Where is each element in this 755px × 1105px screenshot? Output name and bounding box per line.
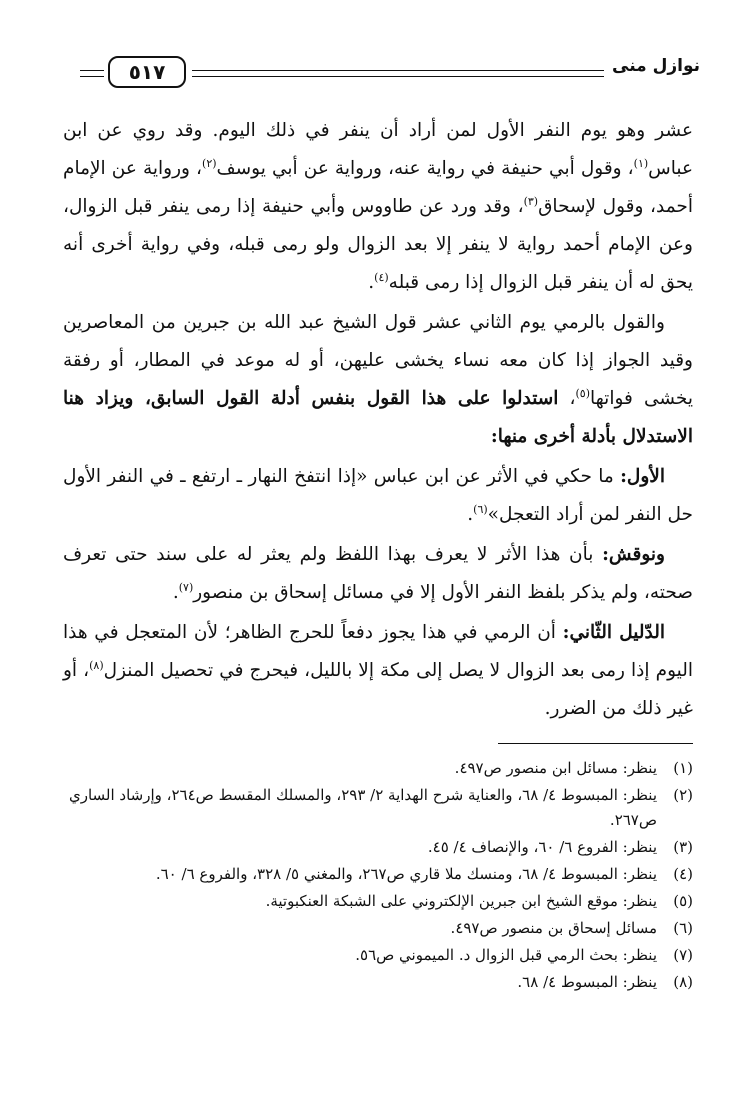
footnotes <box>63 756 693 997</box>
footnote-number: (٧) <box>673 946 693 964</box>
footnote-ref[interactable]: (٤) <box>374 270 389 284</box>
footnote-separator <box>498 743 693 744</box>
footnote-text: ينظر: موقع الشيخ ابن جبرين الإلكتروني على الشبكة العنكبوتية. <box>265 892 657 910</box>
paragraph: ونوقش: بأن هذا الأثر لا يعرف بهذا اللفظ ولم يعثر له على سند حتى تعرف صحته، ولم يذكر بلفظ النفر الأول إلا في مسائل إسحاق بن منصور$^{(٧)}$. <box>63 544 693 603</box>
footnote-text: ينظر: المبسوط ٤/ ٦٨، ومنسك ملا قاري ص٢٦٧، والمغني ٥/ ٣٢٨، والفروع ٦/ ٦٠. <box>155 865 657 883</box>
footnote-ref[interactable]: (٣) <box>523 194 539 208</box>
paragraph: والقول بالرمي يوم الثاني عشر قول الشيخ عبد الله بن جبرين من المعاصرين وقيد الجواز إذا كان معه نساء يخشى عليهن، أو له موعد في المطار، أو رفقة يخشى فواتها$^{(٥)}$، استدلوا على هذا القول بنفس أدلة القول السابق، ويزاد هنا الاستدلال بأدلة أخرى منها: <box>63 312 693 447</box>
page-header <box>80 50 700 92</box>
footnote-number: (١) <box>673 759 693 777</box>
footnote-number: (٦) <box>673 919 693 937</box>
header-rule <box>192 70 604 71</box>
footnote-number: (٢) <box>673 786 693 804</box>
lead-term: الأول: <box>620 466 665 487</box>
footnote-text: ينظر: المبسوط ٤/ ٦٨. <box>517 973 657 991</box>
footnote <box>63 862 693 887</box>
footnote-ref[interactable]: (٨) <box>89 658 104 672</box>
footnote-text: مسائل إسحاق بن منصور ص٤٩٧. <box>450 919 657 937</box>
paragraph: الدّليل الثّاني: أن الرمي في هذا يجوز دفعاً للحرج الظاهر؛ لأن المتعجل في هذا اليوم إذا رمى بعد الزوال لا يصل إلى مكة إلا بالليل، فيحرج في تحصيل المنزل$^{(٨)}$، أو غير ذلك من الضرر. <box>63 622 693 719</box>
footnote-text: ينظر: المبسوط ٤/ ٦٨، والعناية شرح الهداية ٢/ ٢٩٣، والمسلك المقسط ص٢٦٤، وإرشاد الساري ص٢٦٧. <box>68 786 657 829</box>
footnote <box>63 756 693 781</box>
footnote-text: ينظر: مسائل ابن منصور ص٤٩٧. <box>454 759 657 777</box>
footnote-ref[interactable]: (٥) <box>575 386 591 400</box>
footnote <box>63 916 693 941</box>
paragraph: عشر وهو يوم النفر الأول لمن أراد أن ينفر في ذلك اليوم. وقد روي عن ابن عباس$^{(١)}$، وقول أبي حنيفة في رواية عنه، ورواية عن أبي يوسف$^{(٢)}$، ورواية عن الإمام أحمد، وقول لإسحاق$^{(٣)}$، وقد ورد عن طاووس وأبي حنيفة إذا رمى ينفر قبل الزوال، وعن الإمام أحمد رواية لا ينفر إلا بعد الزوال ولو رمى قبله، وفي رواية أخرى أنه يحق له أن ينفر قبل الزوال إذا رمى قبله$^{(٤)}$. <box>63 120 693 293</box>
footnote-ref[interactable]: (٢) <box>202 156 217 170</box>
footnote-number: (٥) <box>673 892 693 910</box>
bold-text: استدلوا على هذا القول بنفس أدلة القول السابق، ويزاد هنا الاستدلال بأدلة أخرى منها: <box>63 388 693 447</box>
footnote-ref[interactable]: (٦) <box>473 502 488 516</box>
body-text <box>63 112 693 728</box>
page-number: ٥١٧ <box>108 56 186 88</box>
footnote <box>63 835 693 860</box>
header-rule <box>80 70 104 71</box>
footnote-ref[interactable]: (٧) <box>178 580 194 594</box>
footnote-number: (٣) <box>673 838 693 856</box>
footnote-number: (٨) <box>673 973 693 991</box>
footnote <box>63 970 693 995</box>
footnote <box>63 783 693 833</box>
footnote-ref[interactable]: (١) <box>633 156 649 170</box>
running-title: نوازل منى <box>612 56 700 76</box>
footnote-text: ينظر: بحث الرمي قبل الزوال د. الميموني ص٥٦. <box>355 946 657 964</box>
header-rule <box>192 76 604 77</box>
footnote <box>63 943 693 968</box>
header-rule <box>80 76 104 77</box>
lead-term: ونوقش: <box>602 544 665 565</box>
lead-term: الدّليل الثّاني: <box>562 622 665 643</box>
paragraph: الأول: ما حكي في الأثر عن ابن عباس «إذا انتفخ النهار ـ ارتفع ـ في النفر الأول حل النفر لمن أراد التعجل»$^{(٦)}$. <box>63 466 693 525</box>
footnote-number: (٤) <box>673 865 693 883</box>
footnote-text: ينظر: الفروع ٦/ ٦٠، والإنصاف ٤/ ٤٥. <box>427 838 657 856</box>
footnote <box>63 889 693 914</box>
